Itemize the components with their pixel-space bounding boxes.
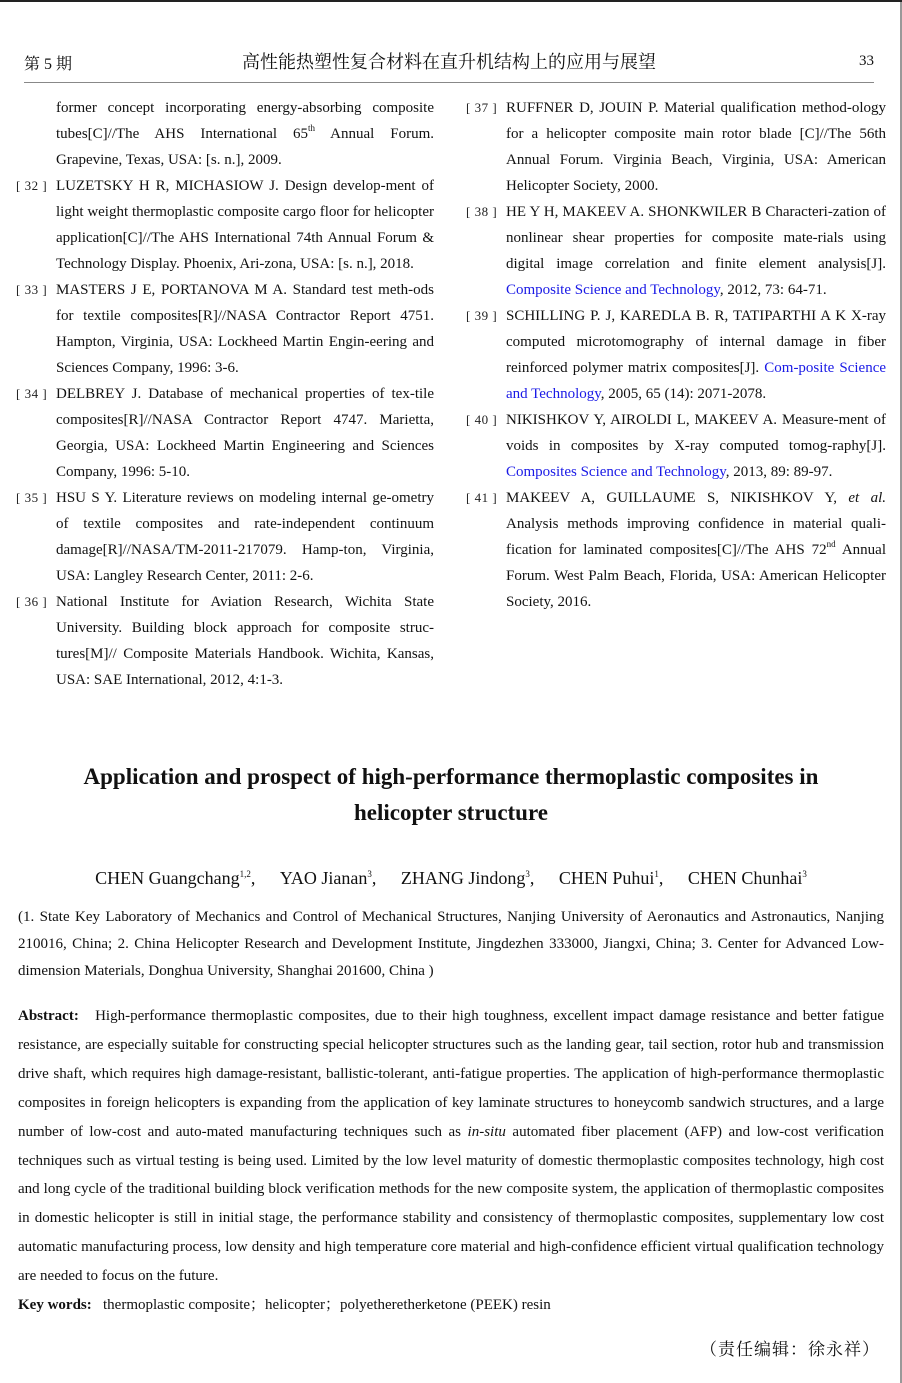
reference-number: [ 32 ] — [16, 178, 48, 193]
reference-number: [ 37 ] — [466, 100, 498, 115]
journal-link[interactable]: Composite Science and Technology — [506, 282, 720, 298]
reference-number: [ 35 ] — [16, 490, 48, 505]
reference-continuation: former concept incorporating energy-absorbing composite tubes[C]//The AHS International 65th Annual Forum. Grapevine, Texas, USA: [s. n.], 2009. — [56, 100, 434, 168]
author-list — [0, 868, 902, 889]
keywords-label: Key words: — [18, 1297, 92, 1313]
page-number: 33 — [859, 53, 874, 69]
issue-number: 第 5 期 — [24, 56, 73, 73]
reference-item: [ 37 ] RUFFNER D, JOUIN P. Material qualification method-ology for a helicopter composite main rotor blade [C]//The 56th Annual Forum. Virginia Beach, Virginia, USA: American Helicopter Society, 2000. — [466, 95, 886, 199]
abstract: Abstract: High-performance thermoplastic composites, due to their high toughness, excellent impact damage resistance and better fatigue resistance, are especially suitable for constructing special helicopter structures such as the landing gear, tail section, rotor hub and transmission drive shaft, which requires high damage-resistant, ballistic-tolerant, anti-fatigue properties. The application of high-performance thermoplastic composites in foreign helicopters is expanding from the application of key laminate structures to honeycomb sandwich structures, and a large number of low-cost and auto-mated manufacturing techniques such as in-situ automated fiber placement (AFP) and low-cost verification techniques such as virtual testing is being used. Limited by the low level maturity of domestic thermoplastic composites technology, high cost and long cycle of the traditional building block verification methods for the new composite system, the application of thermoplastic composites in domestic helicopter is still in initial stage, the performance stability and consistency of thermoplastic composites, supplementary low cost automatic manufacturing process, low density and high temperature core material and high-confidence efficient virtual qualification technology are needed to focus on the future. — [18, 1008, 885, 1285]
author: CHEN Guangchang$^{1,2}$, — [95, 868, 256, 888]
reference-item: [ 32 ] LUZETSKY H R, MICHASIOW J. Design develop-ment of light weight thermoplastic composite cargo floor for helicopter application[C]//The AHS International 74th Annual Forum & Technology Display. Phoenix, Ari-zona, USA: [s. n.], 2018. — [16, 173, 434, 277]
reference-number: [ 38 ] — [466, 204, 498, 219]
author: CHEN Puhui$^1$, — [558, 868, 664, 888]
keywords: Key words: thermoplastic composite；helicopter；polyetheretherketone (PEEK) resin — [18, 1297, 551, 1313]
author: YAO Jianan$^3$, — [279, 868, 377, 888]
running-header — [24, 46, 874, 83]
references-left-column — [16, 95, 434, 693]
reference-number: [ 33 ] — [16, 282, 48, 297]
editor-note: （责任编辑：徐永祥） — [700, 1340, 880, 1359]
reference-item: [ 39 ] SCHILLING P. J, KAREDLA B. R, TATIPARTHI A K X-ray computed microtomography of internal damage in fiber reinforced polymer matrix composites[J]. Com-posite Science and Technology, 2005, 65 (14): 2071-2078. — [466, 303, 886, 407]
author: CHEN Chunhai$^3$ — [687, 868, 807, 888]
affiliations: (1. State Key Laboratory of Mechanics and Control of Mechanical Structures, Nanjing University of Aeronautics and Astronautics, Nanjing 210016, China; 2. China Helicopter Research and Development Institute, Jingdezhen 333000, Jiangxi, China; 3. Center for Advanced Low-dimension Materials, Donghua University, Shanghai 201600, China ) — [18, 909, 884, 979]
references-right-column — [466, 95, 886, 615]
author: ZHANG Jindong$^3$, — [400, 868, 535, 888]
reference-item: [ 40 ] NIKISHKOV Y, AIROLDI L, MAKEEV A. Measure-ment of voids in composites by X-ray computed tomog-raphy[J]. Composites Science and Technology, 2013, 89: 89-97. — [466, 407, 886, 485]
reference-item: [ 41 ] MAKEEV A, GUILLAUME S, NIKISHKOV Y, et al. Analysis methods improving confidence in material quali-fication for laminated composites[C]//The AHS 72nd Annual Forum. West Palm Beach, Florida, USA: American Helicopter Society, 2016. — [466, 485, 886, 615]
reference-number: [ 34 ] — [16, 386, 48, 401]
reference-item: [ 35 ] HSU S Y. Literature reviews on modeling internal ge-ometry of textile composites and rate-independent continuum damage[R]//NASA/TM-2011-217079. Hamp-ton, Virginia, USA: Langley Research Center, 2011: 2-6. — [16, 485, 434, 589]
running-title: 高性能热塑性复合材料在直升机结构上的应用与展望 — [242, 52, 656, 72]
reference-item: [ 38 ] HE Y H, MAKEEV A. SHONKWILER B Characteri-zation of nonlinear shear properties for composite mate-rials using digital image correlation and finite element analysis[J]. Composite Science and Technology, 2012, 73: 64-71. — [466, 199, 886, 303]
reference-item: [ 33 ] MASTERS J E, PORTANOVA M A. Standard test meth-ods for textile composites[R]//NASA Contractor Report 4751. Hampton, Virginia, USA: Lockheed Martin Engin-eering and Sciences Company, 1996: 3-6. — [16, 277, 434, 381]
journal-link[interactable]: Composites Science and Technology — [506, 464, 726, 480]
english-title: Application and prospect of high-performance thermoplastic composites in helicopter structure — [83, 764, 819, 825]
journal-link[interactable]: Com-posite Science and Technology — [506, 360, 887, 402]
reference-number: [ 40 ] — [466, 412, 498, 427]
reference-number: [ 41 ] — [466, 490, 498, 505]
reference-item: [ 36 ] National Institute for Aviation Research, Wichita State University. Building block approach for composite struc-tures[M]// Composite Materials Handbook. Wichita, Kansas, USA: SAE International, 2012, 4:1-3. — [16, 589, 434, 693]
reference-number: [ 39 ] — [466, 308, 498, 323]
abstract-label: Abstract: — [18, 1008, 79, 1024]
reference-item: [ 34 ] DELBREY J. Database of mechanical properties of tex-tile composites[R]//NASA Contractor Report 4747. Marietta, Georgia, USA: Lockheed Martin Engineering and Sciences Company, 1996: 5-10. — [16, 381, 434, 485]
reference-number: [ 36 ] — [16, 594, 48, 609]
